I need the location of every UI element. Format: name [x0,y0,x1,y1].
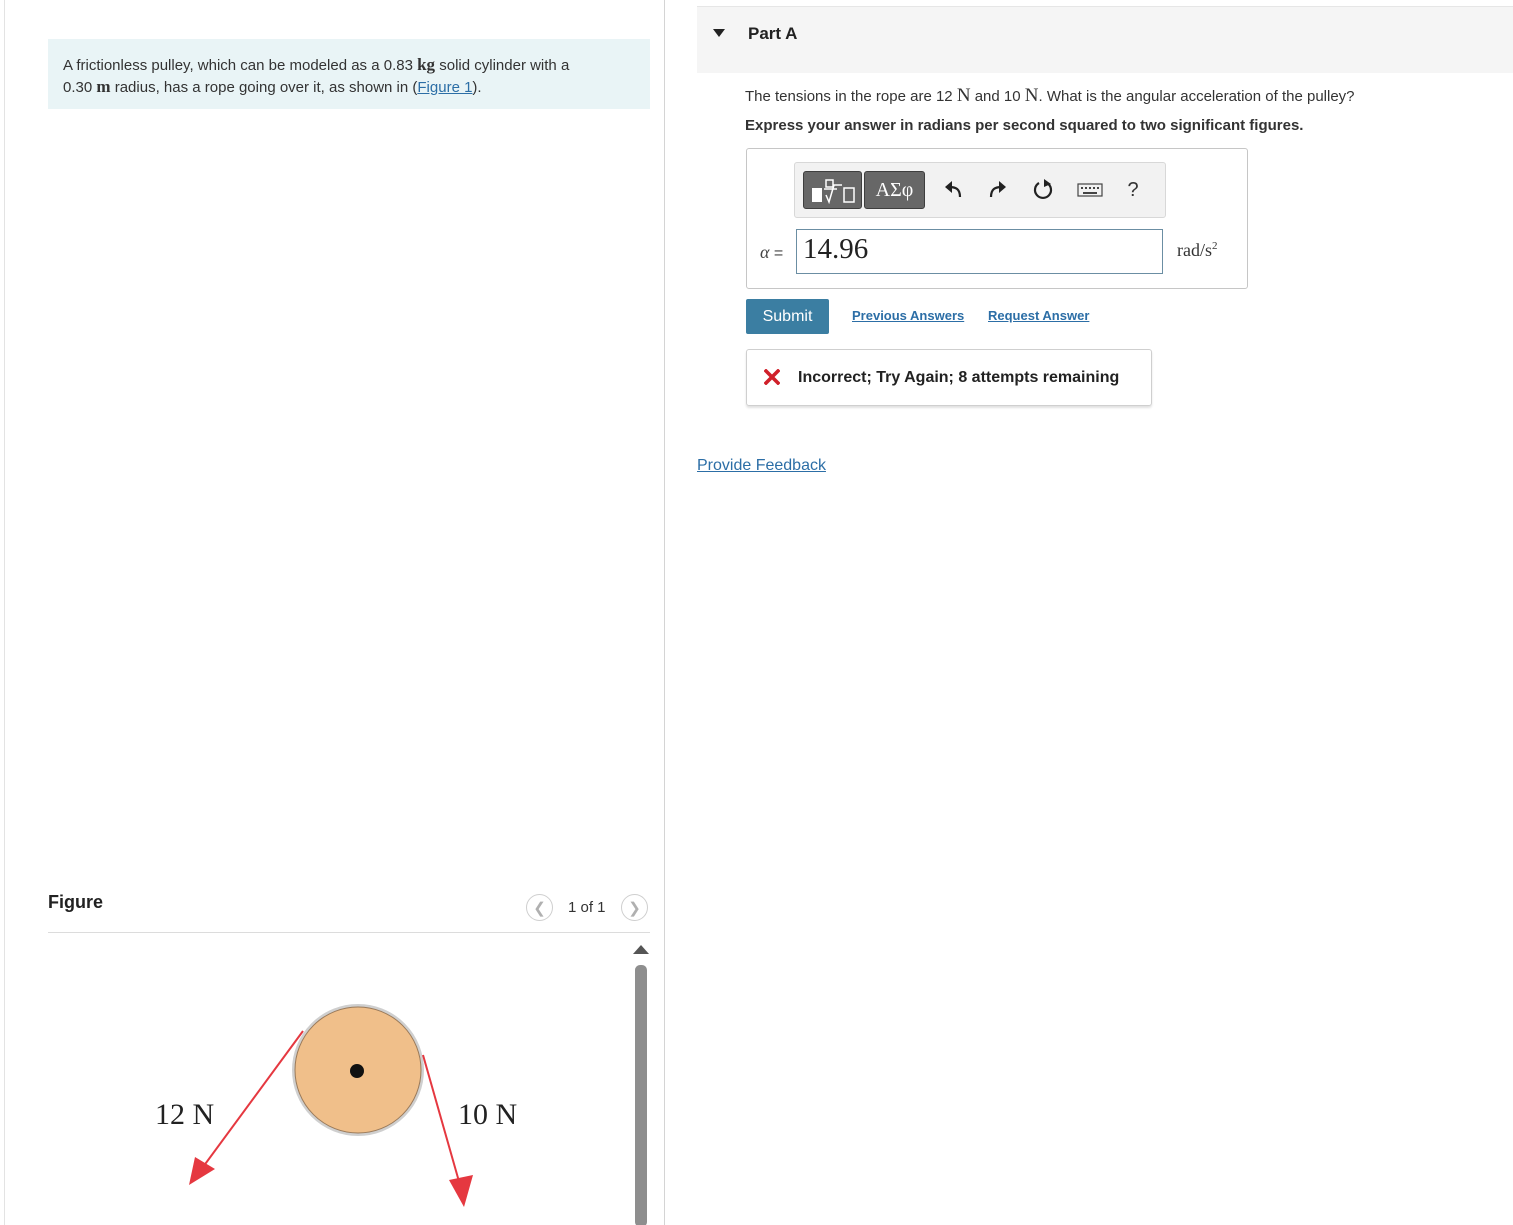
figure-link[interactable]: Figure 1 [417,78,473,96]
intro-text: ). [472,78,482,96]
keyboard-icon[interactable] [1076,177,1104,203]
intro-text: solid cylinder with a [435,57,570,74]
intro-text: radius, has a rope going over it, as shown in ( [110,78,418,96]
previous-figure-button[interactable] [526,894,553,921]
right-arrowhead [449,1175,473,1207]
intro-text: A frictionless pulley, which can be modeled as a 0.83 [63,57,418,74]
left-arrowhead [189,1157,215,1185]
variable-label [760,242,783,263]
figure-page-count: 1 of 1 [568,899,606,916]
provide-feedback-link[interactable]: Provide Feedback [697,457,826,474]
feedback-text: Incorrect; Try Again; 8 attempts remaining [798,369,1120,386]
reset-icon[interactable] [1030,177,1056,203]
problem-pane [4,0,665,1225]
part-a-header[interactable] [697,6,1513,73]
figure-divider [48,932,650,933]
question-segment: . What is the angular acceleration of the pulley? [1038,88,1355,105]
question-text [745,85,1355,107]
request-answer-link[interactable]: Request Answer [988,308,1090,323]
radius-value: 0.30 [63,78,97,96]
templates-button[interactable] [803,171,862,209]
problem-intro [48,39,650,109]
incorrect-x-icon [764,369,780,385]
redo-icon[interactable] [985,177,1011,203]
equals-sign: = [769,245,784,262]
tension-unit: N [956,85,971,106]
pulley-axle [350,1064,364,1078]
scroll-up-arrow[interactable] [633,945,649,954]
answer-instruction: Express your answer in radians per second squared to two significant figures. [745,117,1304,134]
question-segment: and 10 [970,88,1025,105]
collapse-caret-icon[interactable] [713,29,725,37]
figure-title: Figure [48,892,104,912]
answer-input[interactable]: 14.96 [796,229,1163,274]
alpha-symbol: α [760,242,770,262]
left-force-label: 12 N [155,1098,215,1131]
math-toolbar [794,162,1166,218]
part-a-title: Part A [748,24,798,43]
greek-symbols-button[interactable]: ΑΣφ [864,171,925,209]
units-base: rad/s [1177,240,1212,260]
chevron-right-icon: ❯ [628,899,641,917]
right-force-label: 10 N [458,1098,518,1131]
mass-unit: kg [417,55,436,74]
radius-unit: m [96,76,111,96]
help-button[interactable]: ? [1127,178,1139,201]
scrollbar-thumb[interactable] [635,965,647,1225]
fraction-root-icon [809,176,857,204]
chevron-left-icon: ❮ [533,899,546,917]
undo-icon[interactable] [940,177,966,203]
left-rope-arrow [203,1031,303,1167]
previous-answers-link[interactable]: Previous Answers [852,308,965,323]
tension-unit: N [1024,85,1039,106]
right-rope-arrow [423,1055,460,1185]
question-segment: The tensions in the rope are 12 [745,88,957,105]
pulley-figure [5,935,665,1225]
units-exponent: 2 [1212,240,1218,252]
feedback-message [746,349,1152,406]
submit-button[interactable]: Submit [746,299,829,334]
answer-box [746,148,1248,289]
answer-units [1177,240,1218,261]
next-figure-button[interactable] [621,894,648,921]
